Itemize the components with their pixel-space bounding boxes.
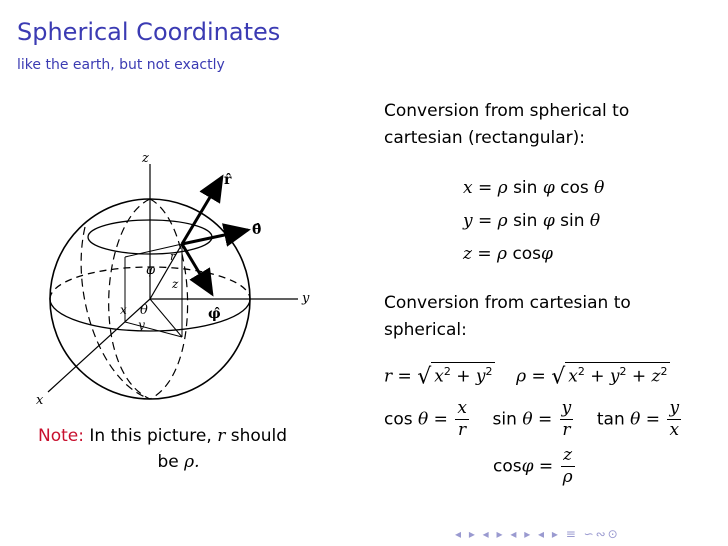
note-var-r: r — [217, 426, 226, 446]
z-coord-label: z — [172, 277, 179, 291]
theta-hat-label: θ̂ — [252, 222, 262, 238]
note-text-before: In this picture, — [89, 426, 212, 446]
note-text-after: should — [230, 426, 288, 446]
axis-y-label: y — [302, 291, 310, 306]
equation-r-rho: r = √ $x^2 + y^2$ ρ = √ $x^2 + y^2 + z^2$ — [384, 362, 670, 390]
x-coord-label: x — [120, 303, 127, 317]
equation-x: x = ρ sin φ cos θ — [463, 178, 605, 198]
slide-title: Spherical Coordinates — [17, 18, 281, 46]
r-hat-arrow — [182, 177, 222, 244]
theta-hat-arrow — [182, 230, 248, 244]
phi-hat-label: φ̂ — [208, 306, 221, 322]
x-axis — [48, 299, 150, 392]
meridian-1 — [109, 199, 150, 399]
spherical-coordinates-figure — [30, 142, 330, 412]
phi-angle-label: φ — [146, 263, 156, 278]
figure-note — [36, 423, 321, 475]
theta-angle-label: θ — [140, 303, 148, 318]
equation-y: y = ρ sin φ sin θ — [463, 211, 601, 231]
r-hat-label: r̂ — [224, 172, 232, 188]
equation-z: z = ρ cosφ — [463, 244, 553, 264]
note-line2-be: be — [157, 452, 179, 472]
axis-x-label: x — [36, 393, 44, 408]
y-coord-label: y — [138, 318, 145, 332]
note-label: Note: — [38, 426, 84, 446]
axis-z-label: z — [142, 151, 149, 166]
note-var-rho: ρ. — [184, 452, 200, 472]
section1-heading: Conversion from spherical to cartesian (rectangular): — [384, 101, 630, 148]
equation-trig: cos θ = $\frac{x}{r}$ sin θ = $\frac{y}{r}$ tan θ = $\frac{y}{x}$ — [384, 398, 680, 440]
r-coord-label: r — [170, 250, 176, 263]
slide-subtitle: like the earth, but not exactly — [17, 57, 225, 73]
equation-cos-phi: cosφ = $\frac{z}{\rho}$ — [493, 445, 573, 487]
section2-heading: Conversion from cartesian to spherical: — [384, 293, 631, 340]
beamer-navigation-symbols[interactable]: ◂ ▸ ◂ ▸ ◂ ▸ ◂ ▸ ≡ ∽∾⊙ — [455, 527, 620, 541]
